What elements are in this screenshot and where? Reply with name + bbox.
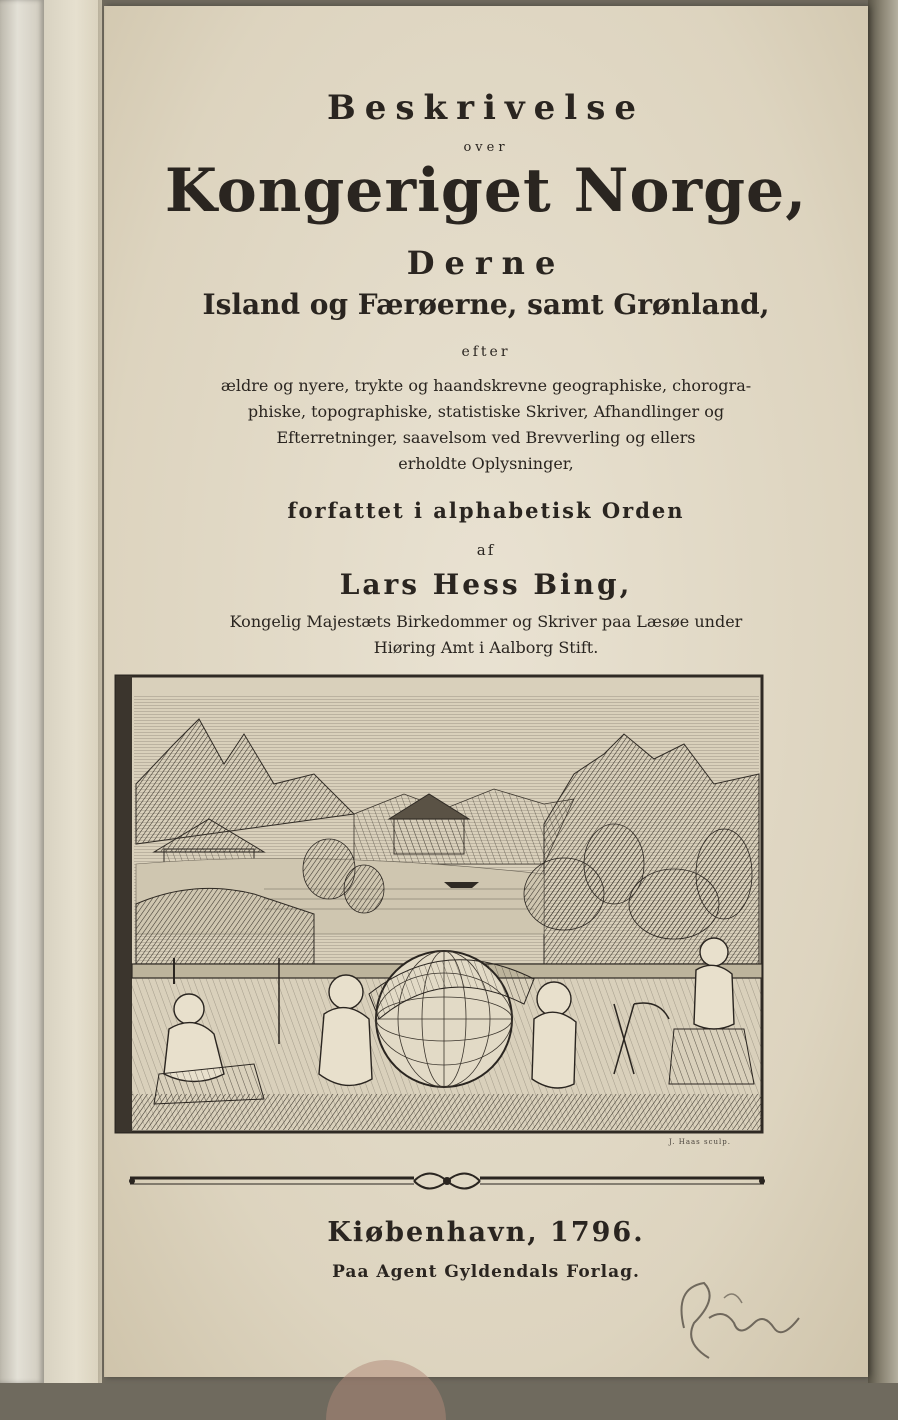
engraved-vignette: [114, 674, 764, 1134]
engraver-signature: J. Haas sculp.: [669, 1138, 731, 1146]
description-line-3: Efterretninger, saavelsom ved Brevverling og ellers: [276, 428, 696, 447]
authored-line: forfattet i alphabetisk Orden: [287, 498, 685, 523]
book-cover-edge: [868, 0, 898, 1383]
handwritten-signature: [664, 1268, 814, 1378]
title-over: over: [463, 140, 509, 155]
title-island: Island og Færøerne, samt Grønland,: [202, 288, 770, 321]
imprint-city-year: Kiøbenhavn, 1796.: [327, 1217, 645, 1248]
book-gutter: [44, 0, 102, 1383]
by-line: af: [476, 541, 496, 559]
title-efter: efter: [461, 344, 511, 360]
left-page-edge: [0, 0, 44, 1383]
author-office-line-2: Hiøring Amt i Aalborg Stift.: [373, 638, 599, 657]
imprint-publisher: Paa Agent Gyldendals Forlag.: [332, 1262, 640, 1282]
description-line-2: phiske, topographiske, statistiske Skriver, Afhandlinger og: [247, 402, 725, 421]
description-line-1: ældre og nyere, trykte og haandskrevne geographiske, chorogra-: [220, 376, 752, 395]
author-name: Lars Hess Bing,: [339, 568, 633, 601]
author-office-line-1: Kongelig Majestæts Birkedommer og Skriver paa Læsøe under: [229, 612, 743, 631]
description-line-4: erholdte Oplysninger,: [398, 454, 574, 473]
title-beskrivelse: Beskrivelse: [327, 88, 645, 128]
title-page: [104, 6, 868, 1377]
title-derne: Derne: [406, 244, 566, 282]
title-kongeriget-norge: Kongeriget Norge,: [164, 156, 808, 226]
decorative-rule: [124, 1164, 770, 1198]
spine-shadow: [98, 0, 106, 1383]
